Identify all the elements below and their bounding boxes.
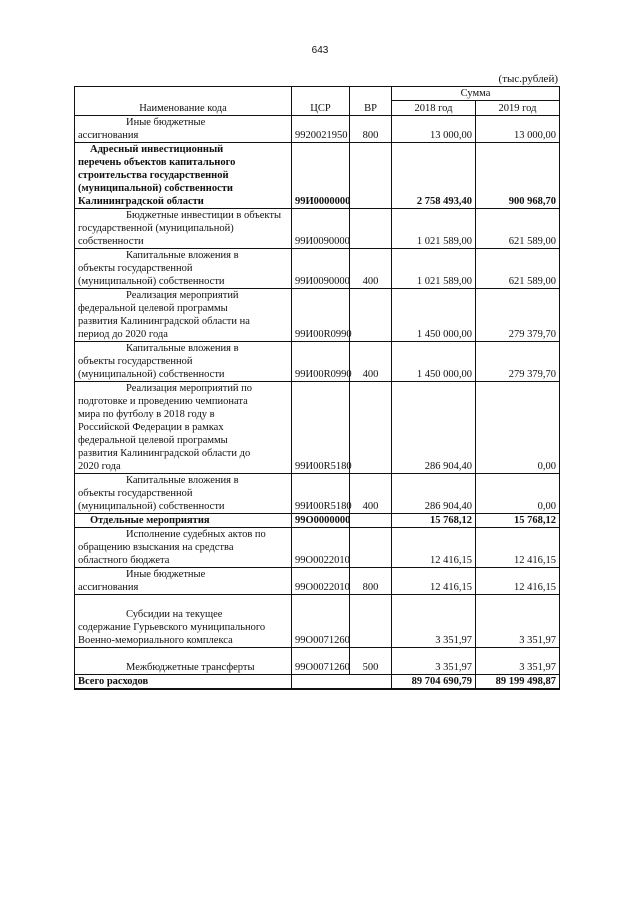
row-name-line: Иные бюджетные [126,569,206,580]
header-sum: Сумма [392,87,560,101]
total-label: Всего расходов [75,675,292,690]
row-name [75,143,292,209]
row-2019: 15 768,12 [476,514,560,528]
row-2018: 12 416,15 [392,568,476,595]
row-name-line: объекты государственной [78,356,193,367]
table-row [75,514,560,528]
row-name-line: мира по футболу в 2018 году в [78,409,215,420]
row-2018: 3 351,97 [392,595,476,648]
row-name [75,116,292,143]
row-name [75,249,292,289]
header-2018: 2018 год [392,101,476,116]
row-2019: 0,00 [476,382,560,474]
row-2018: 286 904,40 [392,382,476,474]
unit-note: (тыс.рублей) [498,73,558,85]
row-name-line: Отдельные мероприятия [90,515,210,526]
row-2019: 12 416,15 [476,528,560,568]
row-name [75,382,292,474]
row-name-line: период до 2020 года [78,329,168,340]
row-name-line: развития Калининградской области до [78,448,251,459]
row-name-line: обращению взыскания на средства [78,542,234,553]
budget-table [74,86,560,690]
row-2019: 279 379,70 [476,289,560,342]
row-name-line: Капитальные вложения в [126,343,239,354]
table-row [75,342,560,382]
row-2018: 1 021 589,00 [392,249,476,289]
row-name-line: (муниципальной) собственности [78,369,225,380]
row-2018: 2 758 493,40 [392,143,476,209]
table-row [75,289,560,342]
row-name-line: Исполнение судебных актов по [126,529,266,540]
total-spacer [292,675,392,690]
row-name [75,528,292,568]
table-row [75,249,560,289]
row-name [75,514,292,528]
row-name-line: государственной (муниципальной) [78,223,234,234]
row-csr: 99О0022010 [292,528,350,568]
table-row [75,474,560,514]
row-2018: 3 351,97 [392,648,476,675]
row-csr: 99И00R5180 [292,382,350,474]
row-vr: 800 [350,568,392,595]
row-2018: 15 768,12 [392,514,476,528]
row-name-line: развития Калининградской области на [78,316,250,327]
row-2018: 13 000,00 [392,116,476,143]
row-name-line: 2020 года [78,461,121,472]
row-2019: 900 968,70 [476,143,560,209]
row-2019: 621 589,00 [476,249,560,289]
row-name [75,289,292,342]
row-2019: 3 351,97 [476,648,560,675]
row-vr [350,514,392,528]
row-name-line: Адресный инвестиционный [90,144,224,155]
row-csr: 99И0000000 [292,143,350,209]
header-vr: ВР [350,87,392,116]
row-2018: 12 416,15 [392,528,476,568]
row-spacer [78,595,288,608]
row-vr [350,595,392,648]
row-spacer [78,648,288,661]
row-name [75,342,292,382]
header-csr: ЦСР [292,87,350,116]
row-vr: 400 [350,342,392,382]
row-csr: 99И0090000 [292,249,350,289]
row-2019: 13 000,00 [476,116,560,143]
row-csr: 99И00R0990 [292,289,350,342]
row-vr: 400 [350,474,392,514]
table-row [75,382,560,474]
row-name-line: (муниципальной) собственности [78,276,225,287]
row-csr: 99И00R5180 [292,474,350,514]
row-name-line: ассигнования [78,130,139,141]
row-name-line: содержание Гурьевского муниципального [78,622,266,633]
table-row [75,143,560,209]
row-csr: 99И0090000 [292,209,350,249]
row-name-line: Субсидии на текущее [126,609,223,620]
row-name-line: (муниципальной) собственности [78,183,233,194]
row-name-line: Капитальные вложения в [126,250,239,261]
row-2019: 279 379,70 [476,342,560,382]
row-name-line: федеральной целевой программы [78,435,228,446]
row-name-line: перечень объектов капитального [78,157,236,168]
row-name-line: Капитальные вложения в [126,475,239,486]
table-row [75,595,560,648]
row-2018: 1 021 589,00 [392,209,476,249]
row-name-line: Калининградской области [78,196,204,207]
row-csr: 99О0071260 [292,648,350,675]
row-vr [350,209,392,249]
row-2018: 286 904,40 [392,474,476,514]
total-2019: 89 199 498,87 [476,675,560,690]
row-vr [350,528,392,568]
row-name-line: Иные бюджетные [126,117,206,128]
row-name-line: объекты государственной [78,263,193,274]
row-name [75,474,292,514]
row-vr [350,143,392,209]
row-name-line: Реализация мероприятий по [126,383,253,394]
header-2019: 2019 год [476,101,560,116]
row-name-line: Военно-мемориального комплекса [78,635,233,646]
row-csr: 9920021950 [292,116,350,143]
row-name-line: Бюджетные инвестиции в объекты [126,210,282,221]
table-row [75,528,560,568]
row-name-line: Реализация мероприятий [126,290,239,301]
row-2019: 12 416,15 [476,568,560,595]
row-name-line: подготовке и проведению чемпионата [78,396,248,407]
row-name-line: федеральной целевой программы [78,303,228,314]
row-name-line: Российской Федерации в рамках [78,422,224,433]
row-2018: 1 450 000,00 [392,289,476,342]
table-row [75,209,560,249]
row-vr [350,289,392,342]
row-name-line: Межбюджетные трансферты [126,662,255,673]
row-name [75,568,292,595]
row-2018: 1 450 000,00 [392,342,476,382]
row-vr: 400 [350,249,392,289]
header-name: Наименование кода [75,87,292,116]
row-name-line: объекты государственной [78,488,193,499]
row-csr: 99О0071260 [292,595,350,648]
row-vr: 800 [350,116,392,143]
table-row [75,648,560,675]
row-vr: 500 [350,648,392,675]
table-row [75,568,560,595]
row-name-line: ассигнования [78,582,139,593]
page-number: 643 [311,45,329,56]
row-name-line: (муниципальной) собственности [78,501,225,512]
total-2018: 89 704 690,79 [392,675,476,690]
row-name [75,595,292,648]
row-name [75,648,292,675]
row-2019: 3 351,97 [476,595,560,648]
table-row [75,116,560,143]
table-body [75,116,560,690]
row-name-line: строительства государственной [78,170,229,181]
total-row [75,675,560,690]
row-2019: 621 589,00 [476,209,560,249]
row-name-line: областного бюджета [78,555,170,566]
row-name [75,209,292,249]
row-name-line: собственности [78,236,144,247]
row-2019: 0,00 [476,474,560,514]
row-vr [350,382,392,474]
row-csr: 99О0000000 [292,514,350,528]
row-csr: 99О0022010 [292,568,350,595]
row-csr: 99И00R0990 [292,342,350,382]
